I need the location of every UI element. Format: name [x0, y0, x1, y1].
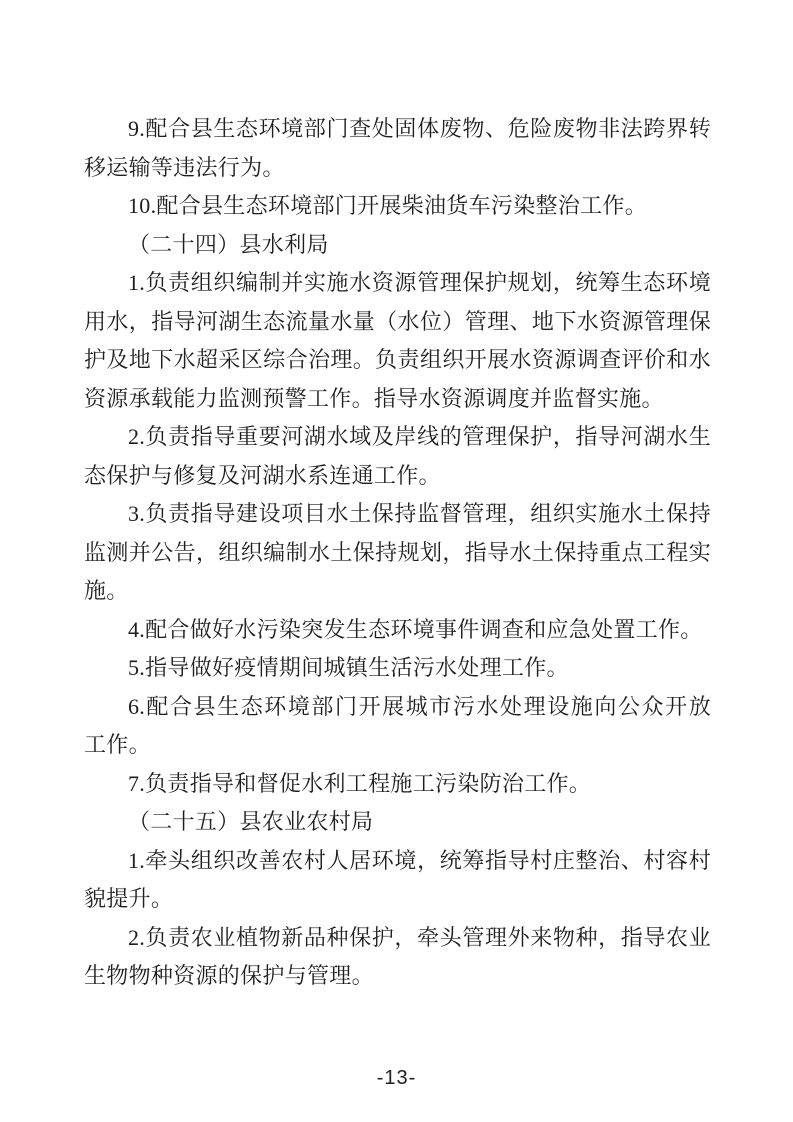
- text-line: 1.负责组织编制并实施水资源管理保护规划，统筹生态环境: [128, 270, 711, 295]
- text-line: 9.配合县生态环境部门查处固体废物、危险废物非法跨界转: [128, 116, 711, 141]
- text-line: 10.配合县生态环境部门开展柴油货车污染整治工作。: [128, 193, 648, 218]
- text-line: 态保护与修复及河湖水系连通工作。: [84, 462, 441, 488]
- text-line: 生物物种资源的保护与管理。: [84, 963, 374, 988]
- text-line: 监测并公告，组织编制水土保持规划，指导水土保持重点工程实: [84, 539, 711, 565]
- text-line: 施。: [84, 578, 129, 603]
- section-heading: （二十四）县水利局: [128, 231, 329, 257]
- text-block: [84, 110, 711, 996]
- text-line: 7.负责指导和督促水利工程施工污染防治工作。: [128, 770, 592, 796]
- text-line: 3.负责指导建设项目水土保持监督管理，组织实施水土保持: [128, 501, 711, 526]
- text-line: 移运输等违法行为。: [84, 154, 285, 180]
- text-line: 护及地下水超采区综合治理。负责组织开展水资源调查评价和水: [84, 347, 711, 372]
- page-number: -13-: [376, 1067, 417, 1089]
- text-line: 1.牵头组织改善农村人居环境，统筹指导村庄整治、村容村: [128, 847, 711, 873]
- text-line: 资源承载能力监测预警工作。指导水资源调度并监督实施。: [84, 385, 664, 411]
- text-line: 4.配合做好水污染突发生态环境事件调查和应急处置工作。: [128, 616, 703, 642]
- text-line: 工作。: [84, 732, 151, 757]
- text-line: 貌提升。: [84, 886, 174, 911]
- text-line: 2.负责农业植物新品种保护，牵头管理外来物种，指导农业: [128, 924, 711, 950]
- text-line: 5.指导做好疫情期间城镇生活污水处理工作。: [128, 655, 569, 680]
- text-line: 2.负责指导重要河湖水域及岸线的管理保护，指导河湖水生: [128, 424, 711, 449]
- text-line: 6.配合县生态环境部门开展城市污水处理设施向公众开放: [128, 693, 711, 719]
- text-line: 用水，指导河湖生态流量水量（水位）管理、地下水资源管理保: [84, 308, 711, 334]
- section-heading: （二十五）县农业农村局: [128, 809, 374, 834]
